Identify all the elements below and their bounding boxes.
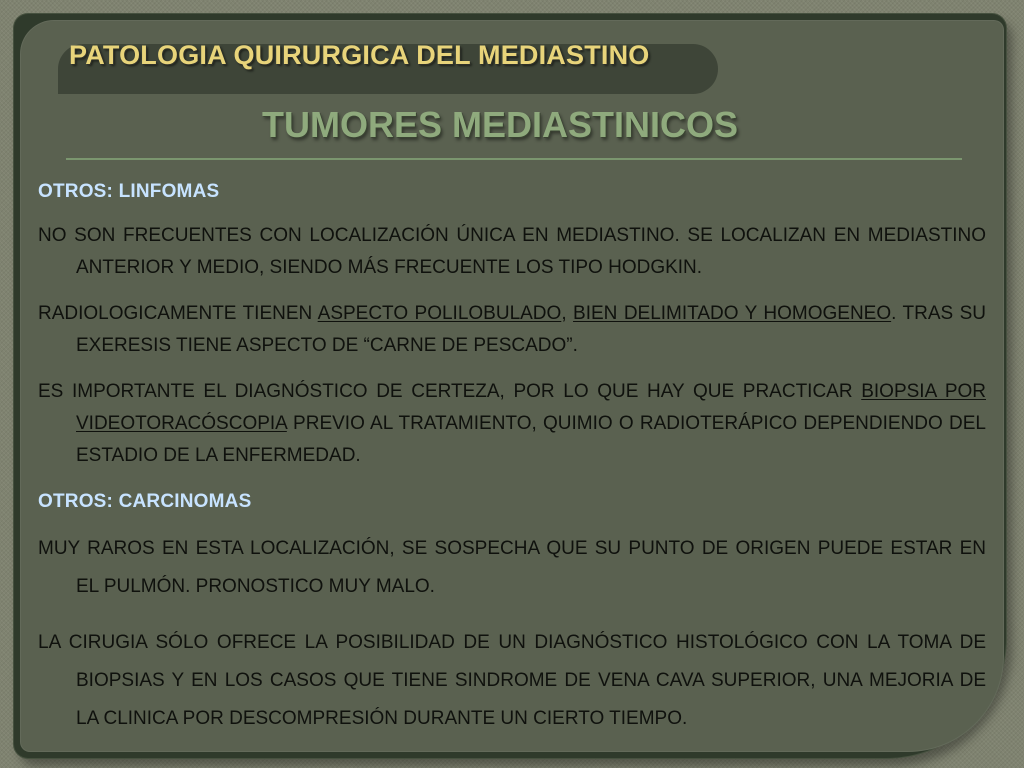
- paragraph-prefix: RADIOLOGICAMENTE TIENEN: [38, 303, 318, 324]
- highlight-biopsia-videotoracoscopia: BIOPSIA POR VIDEOTORACÓSCOPIA: [76, 381, 986, 434]
- paragraph-carcinomas-localizacion: MUY RAROS EN ESTA LOCALIZACIÓN, SE SOSPECHA QUE SU PUNTO DE ORIGEN PUEDE ESTAR EN EL PULMÓN. PRONOSTICO MUY MALO.: [38, 538, 986, 597]
- paragraph-linfomas-radiologia: [38, 298, 986, 362]
- paragraph-prefix: ES IMPORTANTE EL DIAGNÓSTICO DE CERTEZA, POR LO QUE HAY QUE PRACTICAR: [38, 381, 862, 402]
- section-label-linfomas: OTROS: LINFOMAS: [38, 181, 220, 202]
- title-divider: [66, 158, 962, 160]
- paragraph-suffix: . TRAS SU EXERESIS TIENE ASPECTO DE “CARNE DE PESCADO”.: [76, 303, 987, 356]
- slide-title: TUMORES MEDIASTINICOS: [261, 104, 738, 145]
- paragraph-carcinomas-cirugia: LA CIRUGIA SÓLO OFRECE LA POSIBILIDAD DE UN DIAGNÓSTICO HISTOLÓGICO CON LA TOMA DE BIOPSIAS Y EN LOS CASOS QUE TIENE SINDROME DE VENA CAVA SUPERIOR, UNA MEJORIA DE LA CLINICA POR DESCOMPRESIÓN DURANTE UN CIERTO TIEMPO.: [38, 632, 986, 729]
- highlight-aspecto-polilobulado: ASPECTO POLILOBULADO: [317, 303, 562, 324]
- section-label-carcinomas: OTROS: CARCINOMAS: [38, 491, 252, 512]
- paragraph-suffix: PREVIO AL TRATAMIENTO, QUIMIO O RADIOTERÁPICO DEPENDIENDO DEL ESTADIO DE LA ENFERMEDAD.: [76, 413, 986, 466]
- slide-body: [38, 176, 986, 756]
- paragraph-linfomas-frecuencia: NO SON FRECUENTES CON LOCALIZACIÓN ÚNICA EN MEDIASTINO. SE LOCALIZAN EN MEDIASTINO ANTERIOR Y MEDIO, SIENDO MÁS FRECUENTE LOS TIPO HODGKIN.: [38, 225, 986, 278]
- highlight-bien-delimitado: BIEN DELIMITADO Y HOMOGENEO: [573, 303, 892, 324]
- paragraph-connector: ,: [561, 303, 574, 324]
- paragraph-linfomas-diagnostico: [38, 376, 986, 472]
- slide-subtitle: PATOLOGIA QUIRURGICA DEL MEDIASTINO: [69, 40, 650, 70]
